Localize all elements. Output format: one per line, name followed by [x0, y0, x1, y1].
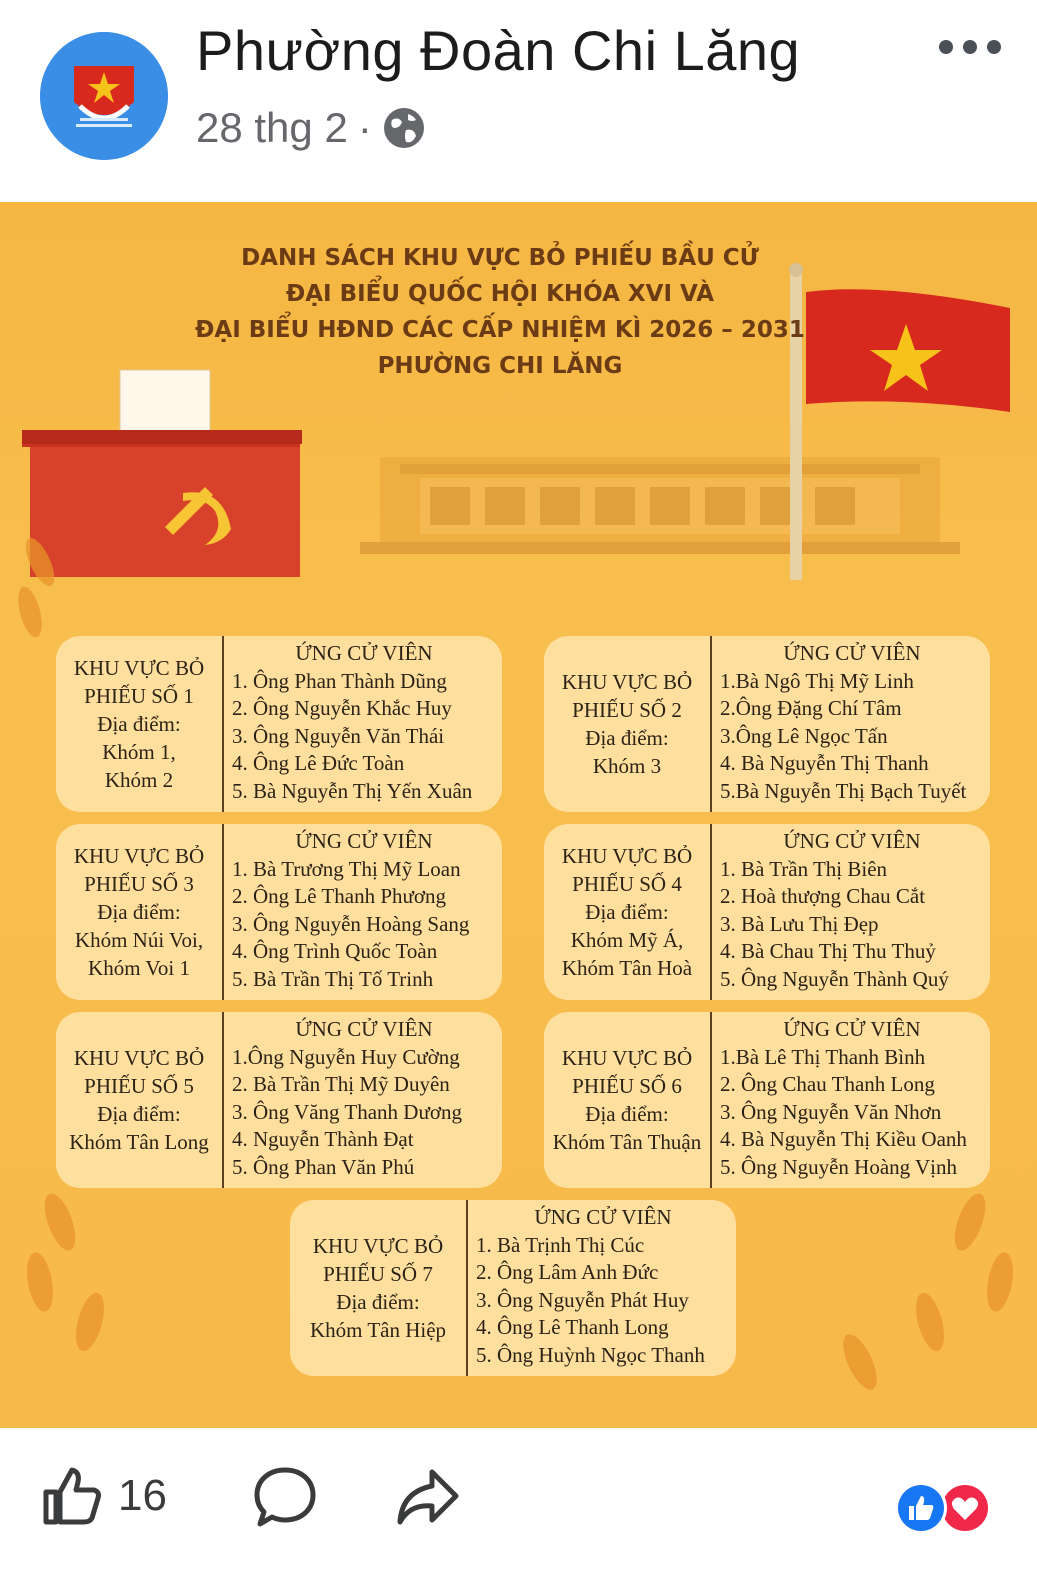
candidate-item: 5. Ông Nguyễn Hoàng Vịnh — [720, 1154, 958, 1179]
candidate-list — [476, 1204, 730, 1369]
area-line: KHU VỰC BỎ — [561, 670, 693, 694]
youth-union-logo-icon — [40, 32, 168, 160]
dot-icon — [939, 40, 953, 54]
candidate-item: 2. Hoà thượng Chau Cắt — [720, 884, 926, 908]
candidate-list — [720, 1016, 984, 1181]
area-line: KHU VỰC BỎ — [73, 844, 205, 868]
area-line: Khóm 3 — [592, 754, 662, 778]
candidate-item: 3. Ông Nguyễn Hoàng Sang — [232, 911, 470, 936]
area-line: KHU VỰC BỎ — [312, 1234, 444, 1258]
building-illustration — [360, 457, 960, 554]
candidate-item: 3. Ông Nguyễn Phát Huy — [476, 1287, 689, 1312]
candidate-item: 2.Ông Đặng Chí Tâm — [720, 696, 902, 720]
like-reaction-icon — [895, 1482, 947, 1534]
page-avatar[interactable] — [40, 32, 168, 160]
candidate-list — [720, 640, 984, 805]
area-line: Địa điểm: — [97, 900, 181, 924]
card-divider — [466, 1200, 468, 1376]
candidate-item: 1.Bà Ngô Thị Mỹ Linh — [720, 668, 914, 693]
candidate-item: 3.Ông Lê Ngọc Tấn — [720, 723, 888, 748]
area-line: PHIẾU SỐ 6 — [572, 1074, 682, 1098]
candidate-item: 1. Ông Phan Thành Dũng — [232, 668, 447, 693]
polling-area-info — [56, 824, 222, 1000]
post-meta — [196, 104, 426, 152]
candidate-item: 2. Bà Trần Thị Mỹ Duyên — [232, 1072, 450, 1096]
area-line: Địa điểm: — [97, 1102, 181, 1126]
area-line: Địa điểm: — [97, 712, 181, 736]
candidate-list — [720, 828, 984, 993]
area-line: PHIẾU SỐ 5 — [84, 1074, 194, 1098]
candidate-list-heading: ỨNG CỬ VIÊN — [295, 829, 433, 853]
candidate-item: 4. Ông Lê Thanh Long — [476, 1315, 669, 1339]
area-line: Địa điểm: — [585, 1102, 669, 1126]
like-icon — [40, 1464, 104, 1528]
candidate-item: 5. Ông Nguyễn Thành Quý — [720, 966, 949, 991]
card-divider — [710, 1012, 712, 1188]
polling-area-card — [290, 1200, 736, 1376]
card-divider — [222, 1012, 224, 1188]
globe-icon — [382, 106, 426, 150]
candidate-item: 3. Ông Nguyễn Văn Nhơn — [720, 1099, 942, 1124]
candidate-item: 2. Ông Nguyễn Khắc Huy — [232, 696, 452, 720]
card-divider — [222, 824, 224, 1000]
candidate-list-heading: ỨNG CỬ VIÊN — [783, 829, 921, 853]
area-line: KHU VỰC BỎ — [561, 1046, 693, 1070]
polling-area-info — [56, 1012, 222, 1188]
candidate-list-heading: ỨNG CỬ VIÊN — [295, 641, 433, 665]
area-line: PHIẾU SỐ 3 — [84, 872, 194, 896]
candidate-item: 2. Ông Chau Thanh Long — [720, 1072, 935, 1096]
polling-area-info — [544, 824, 710, 1000]
poster-title — [150, 240, 850, 384]
polling-area-info — [544, 636, 710, 812]
candidate-item: 2. Ông Lê Thanh Phương — [232, 884, 446, 908]
dot-icon — [963, 40, 977, 54]
candidate-item: 1.Ông Nguyễn Huy Cường — [232, 1044, 460, 1069]
candidate-item: 5. Bà Nguyễn Thị Yến Xuân — [232, 778, 473, 803]
candidate-item: 5.Bà Nguyễn Thị Bạch Tuyết — [720, 778, 967, 803]
like-count: 16 — [118, 1471, 167, 1520]
card-divider — [710, 636, 712, 812]
area-line: Khóm 1, — [102, 740, 176, 764]
area-line: Khóm Tân Thuận — [552, 1130, 702, 1154]
candidate-item: 4. Nguyễn Thành Đạt — [232, 1127, 414, 1151]
reactions-summary[interactable] — [887, 1480, 997, 1532]
polling-area-card — [544, 636, 990, 812]
title-line: ĐẠI BIỂU HĐND CÁC CẤP NHIỆM KÌ 2026 – 2031 — [195, 317, 805, 343]
area-line: PHIẾU SỐ 7 — [323, 1262, 433, 1286]
page-name[interactable]: Phường Đoàn Chi Lăng — [196, 19, 801, 82]
polling-area-info — [56, 636, 222, 812]
area-line: Khóm 2 — [104, 768, 174, 792]
post-image[interactable] — [0, 202, 1037, 1428]
area-line: KHU VỰC BỎ — [561, 844, 693, 868]
candidate-item: 2. Ông Lâm Anh Đức — [476, 1260, 659, 1284]
reaction-icons — [887, 1480, 997, 1536]
polling-area-info — [290, 1200, 466, 1376]
candidate-item: 1. Bà Trương Thị Mỹ Loan — [232, 856, 461, 881]
candidate-item: 4. Bà Chau Thị Thu Thuỷ — [720, 939, 936, 963]
area-line: KHU VỰC BỎ — [73, 1046, 205, 1070]
polling-area-info — [544, 1012, 710, 1188]
area-line: Khóm Tân Long — [69, 1130, 209, 1154]
candidate-list — [232, 640, 496, 805]
candidate-item: 1. Bà Trần Thị Biên — [720, 856, 888, 881]
candidate-item: 3. Bà Lưu Thị Đẹp — [720, 911, 879, 936]
candidate-item: 3. Ông Văng Thanh Dương — [232, 1099, 462, 1124]
area-line: Địa điểm: — [336, 1290, 420, 1314]
share-button[interactable] — [394, 1464, 462, 1530]
area-line: PHIẾU SỐ 2 — [572, 698, 682, 722]
area-line: KHU VỰC BỎ — [73, 656, 205, 680]
polling-area-card — [56, 1012, 502, 1188]
candidate-item: 1. Bà Trịnh Thị Cúc — [476, 1232, 645, 1257]
card-divider — [710, 824, 712, 1000]
post-actions — [0, 1430, 1037, 1579]
area-line: Khóm Mỹ Á, — [570, 928, 684, 952]
candidate-item: 5. Ông Phan Văn Phú — [232, 1154, 415, 1179]
candidate-list — [232, 1016, 496, 1181]
area-line: PHIẾU SỐ 1 — [84, 684, 194, 708]
candidate-item: 4. Ông Trình Quốc Toàn — [232, 939, 438, 963]
candidate-item: 1.Bà Lê Thị Thanh Bình — [720, 1044, 926, 1069]
polling-area-card — [544, 1012, 990, 1188]
area-line: Khóm Voi 1 — [88, 956, 190, 980]
post-date[interactable]: 28 thg 2 — [196, 104, 348, 151]
candidate-list-heading: ỨNG CỬ VIÊN — [783, 641, 921, 665]
meta-separator: · — [357, 104, 372, 151]
candidate-item: 4. Bà Nguyễn Thị Kiều Oanh — [720, 1127, 967, 1151]
polling-area-card — [56, 824, 502, 1000]
title-line: ĐẠI BIỂU QUỐC HỘI KHÓA XVI VÀ — [285, 281, 715, 307]
candidate-list-heading: ỨNG CỬ VIÊN — [295, 1017, 433, 1041]
candidate-list-heading: ỨNG CỬ VIÊN — [783, 1017, 921, 1041]
polling-area-card — [544, 824, 990, 1000]
comment-button[interactable] — [252, 1464, 318, 1530]
comment-icon — [252, 1464, 318, 1530]
candidate-list — [232, 828, 496, 993]
like-button[interactable] — [40, 1464, 167, 1528]
dot-icon — [987, 40, 1001, 54]
share-icon — [394, 1464, 462, 1530]
polling-area-card — [56, 636, 502, 812]
title-line: DANH SÁCH KHU VỰC BỎ PHIẾU BẦU CỬ — [241, 245, 759, 271]
candidate-item: 3. Ông Nguyễn Văn Thái — [232, 723, 445, 748]
post-header — [0, 0, 1037, 200]
area-line: Địa điểm: — [585, 726, 669, 750]
more-options-button[interactable] — [939, 40, 1003, 66]
title-line: PHƯỜNG CHI LĂNG — [377, 353, 623, 379]
candidate-item: 4. Bà Nguyễn Thị Thanh — [720, 751, 929, 775]
ballot-box-illustration — [22, 370, 302, 577]
candidate-item: 5. Ông Huỳnh Ngọc Thanh — [476, 1342, 705, 1367]
candidate-item: 4. Ông Lê Đức Toàn — [232, 751, 405, 775]
area-line: Khóm Núi Voi, — [74, 928, 204, 952]
area-line: Khóm Tân Hoà — [561, 956, 693, 980]
candidate-item: 5. Bà Trần Thị Tố Trinh — [232, 966, 434, 991]
area-line: Địa điểm: — [585, 900, 669, 924]
area-line: Khóm Tân Hiệp — [309, 1318, 447, 1342]
candidate-list-heading: ỨNG CỬ VIÊN — [534, 1205, 672, 1229]
area-line: PHIẾU SỐ 4 — [572, 872, 682, 896]
card-divider — [222, 636, 224, 812]
